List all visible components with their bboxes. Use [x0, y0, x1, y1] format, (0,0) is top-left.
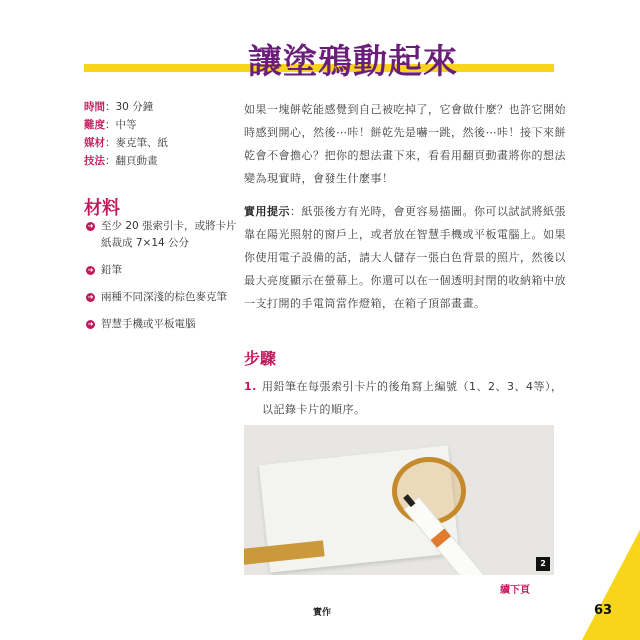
continue-label: 續下頁	[500, 585, 530, 596]
page-number: 63	[594, 603, 613, 618]
step-text: 用鉛筆在每張索引卡片的後角寫上編號（1、2、3、4等），以記錄卡片的順序。	[262, 380, 563, 416]
meta-value: ：翻頁動畫	[105, 155, 158, 167]
photo-number-badge: 2	[536, 557, 550, 571]
meta-difficulty	[84, 116, 234, 134]
meta-label: 時間	[84, 101, 105, 113]
project-meta	[84, 98, 234, 170]
meta-value: ：麥克筆、紙	[105, 137, 168, 149]
marker-band	[431, 529, 451, 548]
arrow-bullet-icon: ➜	[87, 266, 94, 274]
arrow-bullet-icon: ➜	[87, 293, 94, 301]
arrow-bullet-icon: ➜	[87, 320, 94, 328]
list-item	[84, 316, 244, 333]
meta-label: 難度	[84, 119, 105, 131]
material-text: 鉛筆	[101, 264, 122, 276]
page-title: 讓塗鴉動起來	[248, 42, 458, 82]
step-photo	[244, 425, 554, 575]
meta-technique	[84, 152, 234, 170]
meta-label: 技法	[84, 155, 105, 167]
list-item	[84, 262, 244, 279]
tip-paragraph	[244, 200, 566, 315]
material-text: 兩種不同深淺的棕色麥克筆	[101, 291, 227, 303]
tip-body: ：紙張後方有光時，會更容易描圖。你可以試試將紙張靠在陽光照射的窗戶上，或者放在智慧手機或平板電腦上。如果你使用電子設備的話，請大人儲存一張白色背景的照片，然後以最大亮度顯示在螢幕上。你還可以在一個透明封閉的收納箱中放一支打開的手電筒當作燈箱，在箱子頂部畫畫。	[244, 205, 566, 310]
materials-heading: 材料	[84, 198, 120, 219]
steps-heading: 步驟	[244, 349, 277, 368]
corner-triangle-decoration	[582, 530, 640, 640]
meta-label: 媒材	[84, 137, 105, 149]
intro-paragraph: 如果一塊餅乾能感覺到自己被吃掉了，它會做什麼？也許它開始時感到開心，然後⋯咔！餅乾先是嚇一跳，然後⋯咔！接下來餅乾會不會擔心？把你的想法畫下來，看看用翻頁動畫將你的想法變為現實時，會發生什麼事！	[244, 103, 566, 185]
step-number: 1.	[244, 380, 257, 393]
list-item	[84, 289, 244, 306]
materials-list	[84, 218, 244, 343]
tip-label: 實用提示	[244, 205, 290, 218]
material-text: 智慧手機或平板電腦	[101, 318, 196, 330]
meta-value: ：30 分鐘	[105, 101, 154, 113]
meta-media	[84, 134, 234, 152]
arrow-bullet-icon: ➜	[87, 222, 94, 230]
list-item	[84, 218, 244, 252]
material-text: 至少 20 張索引卡，或將卡片紙裁成 7×14 公分	[101, 220, 237, 249]
meta-value: ：中等	[105, 119, 137, 131]
footer-section-label: 實作	[313, 608, 332, 618]
meta-time	[84, 98, 234, 116]
step-item	[244, 375, 566, 421]
